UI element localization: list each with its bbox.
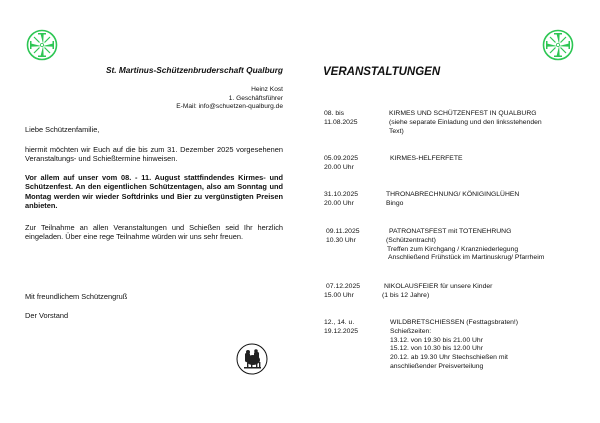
letter-paragraph-1: hiermit möchten wir Euch auf die bis zum 31. Dezember 2025 vorgesehenen Veranstaltungs- und Schießtermine hinweisen. — [25, 145, 283, 164]
events-title: VERANSTALTUNGEN — [323, 66, 441, 78]
event-description: WILDBRETSCHIESSEN (Festtagsbraten!) Schießzeiten: 13.12. von 19.30 bis 21.00 Uhr 15.12. von 10.30 bis 12.00 Uhr 20.12. ab 19.30 Uhr Stechschießen mit anschließender Preisverteilung — [390, 319, 519, 370]
contact-block — [140, 86, 283, 112]
green-cross-emblem-icon — [26, 29, 58, 61]
letter-salutation: Liebe Schützenfamilie, — [25, 125, 100, 134]
contact-role: 1. Geschäftsführer — [228, 94, 283, 102]
event-date: 08. bis 11.08.2025 — [324, 110, 358, 126]
event-date: 05.09.2025 20.00 Uhr — [324, 155, 359, 171]
event-description: NIKOLAUSFEIER für unsere Kinder (1 bis 12 Jahre) — [382, 283, 493, 299]
event-description: THRONABRECHNUNG/ KÖNIGINGLÜHEN Bingo — [386, 191, 520, 207]
event-description: PATRONATSFEST mit TOTENEHRUNG (Schützentracht) Treffen zum Kirchgang / Kranzniederlegung Anschließend Frühstück im Martinuskrug/ Pfarrheim — [386, 228, 545, 262]
letter-closing: Mit freundlichem Schützengruß — [25, 292, 128, 301]
letter-signature: Der Vorstand — [25, 311, 69, 320]
event-date: 31.10.2025 20.00 Uhr — [324, 191, 359, 207]
letter-paragraph-3: Zur Teilnahme an allen Veranstaltungen und Schießen seid Ihr herzlich eingeladen. Über eine rege Teilnahme würden wir uns sehr freuen. — [25, 223, 283, 242]
event-description: KIRMES UND SCHÜTZENFEST IN QUALBURG (siehe separate Einladung und den linksstehenden Text) — [389, 110, 542, 135]
contact-email[interactable]: E-Mail: info@schuetzen-qualburg.de — [176, 103, 283, 111]
organization-name: St. Martinus-Schützenbruderschaft Qualburg — [105, 65, 283, 75]
event-date: 12., 14. u. 19.12.2025 — [324, 319, 359, 335]
event-date: 07.12.2025 15.00 Uhr — [324, 283, 361, 299]
contact-name: Heinz Kost — [251, 86, 283, 93]
letter-paragraph-2: Vor allem auf unser vom 08. - 11. August stattfindendes Kirmes- und Schützenfest. An den eigentlichen Schützentagen, also am Sonntag und Montag werden wir wieder Softdrinks und Bier zu vergünstigten Preisen anbieten. — [25, 173, 283, 210]
st-martin-seal-icon — [236, 343, 268, 375]
green-cross-emblem-icon — [542, 29, 574, 61]
event-date: 09.11.2025 10.30 Uhr — [326, 228, 360, 244]
event-description: KIRMES-HELFERFETE — [390, 155, 463, 162]
